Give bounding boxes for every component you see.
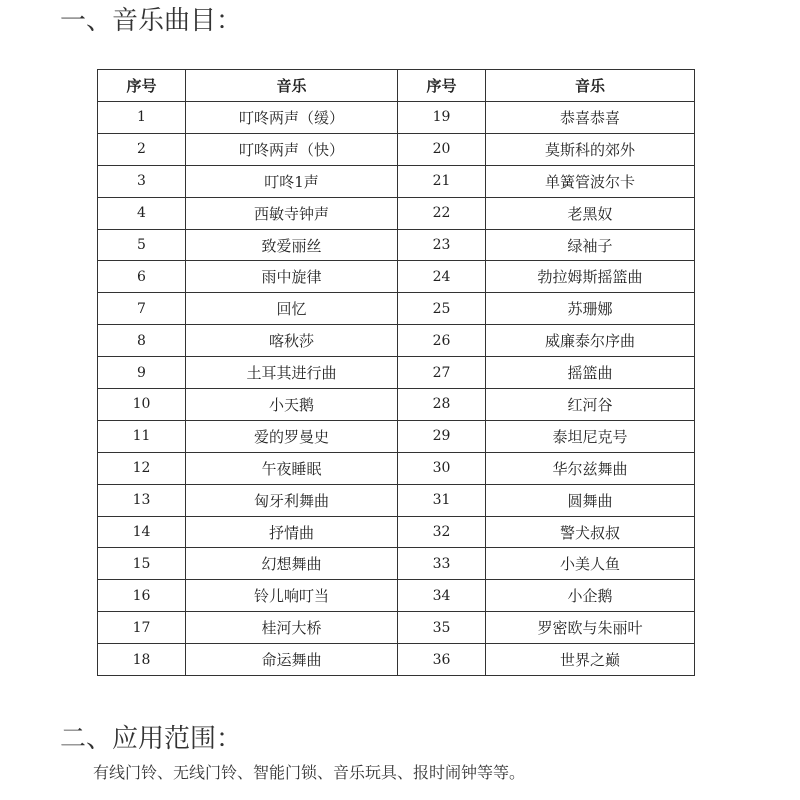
- track-number-cell: 1: [98, 102, 186, 134]
- track-name-cell: 老黑奴: [486, 197, 695, 229]
- track-number-cell: 25: [398, 293, 486, 325]
- track-name-cell: 叮咚两声（缓）: [186, 102, 398, 134]
- table-body: [98, 102, 695, 676]
- track-number-cell: 16: [98, 580, 186, 612]
- table-header-row: [98, 70, 695, 102]
- music-table: [97, 69, 695, 676]
- track-name-cell: 命运舞曲: [186, 644, 398, 676]
- table-row: [98, 612, 695, 644]
- track-name-cell: 小企鹅: [486, 580, 695, 612]
- track-name-cell: 苏珊娜: [486, 293, 695, 325]
- track-number-cell: 23: [398, 229, 486, 261]
- track-name-cell: 回忆: [186, 293, 398, 325]
- track-number-cell: 6: [98, 261, 186, 293]
- track-number-cell: 19: [398, 102, 486, 134]
- section-heading-music-list: 一、音乐曲目：: [60, 6, 243, 36]
- track-name-cell: 摇篮曲: [486, 357, 695, 389]
- track-name-cell: 小天鹅: [186, 389, 398, 421]
- track-number-cell: 9: [98, 357, 186, 389]
- table-row: [98, 389, 695, 421]
- header-number-2: 序号: [398, 70, 486, 102]
- track-number-cell: 18: [98, 644, 186, 676]
- header-number-1: 序号: [98, 70, 186, 102]
- track-number-cell: 8: [98, 325, 186, 357]
- track-name-cell: 勃拉姆斯摇篮曲: [486, 261, 695, 293]
- track-name-cell: 雨中旋律: [186, 261, 398, 293]
- track-name-cell: 单簧管波尔卡: [486, 165, 695, 197]
- track-number-cell: 11: [98, 420, 186, 452]
- track-number-cell: 27: [398, 357, 486, 389]
- track-number-cell: 20: [398, 133, 486, 165]
- track-name-cell: 泰坦尼克号: [486, 420, 695, 452]
- track-name-cell: 桂河大桥: [186, 612, 398, 644]
- table-row: [98, 197, 695, 229]
- table-row: [98, 102, 695, 134]
- track-name-cell: 叮咚两声（快）: [186, 133, 398, 165]
- track-number-cell: 22: [398, 197, 486, 229]
- track-name-cell: 红河谷: [486, 389, 695, 421]
- track-number-cell: 15: [98, 548, 186, 580]
- table-row: [98, 484, 695, 516]
- table-row: [98, 644, 695, 676]
- track-name-cell: 圆舞曲: [486, 484, 695, 516]
- track-number-cell: 32: [398, 516, 486, 548]
- header-music-1: 音乐: [186, 70, 398, 102]
- track-name-cell: 莫斯科的郊外: [486, 133, 695, 165]
- track-number-cell: 21: [398, 165, 486, 197]
- table-row: [98, 325, 695, 357]
- track-name-cell: 世界之巅: [486, 644, 695, 676]
- table-row: [98, 229, 695, 261]
- track-name-cell: 匈牙利舞曲: [186, 484, 398, 516]
- track-name-cell: 小美人鱼: [486, 548, 695, 580]
- track-name-cell: 抒情曲: [186, 516, 398, 548]
- track-name-cell: 西敏寺钟声: [186, 197, 398, 229]
- track-number-cell: 33: [398, 548, 486, 580]
- table-row: [98, 516, 695, 548]
- table-row: [98, 548, 695, 580]
- table-row: [98, 580, 695, 612]
- track-name-cell: 喀秋莎: [186, 325, 398, 357]
- table-row: [98, 261, 695, 293]
- track-name-cell: 威廉泰尔序曲: [486, 325, 695, 357]
- track-number-cell: 5: [98, 229, 186, 261]
- track-name-cell: 爱的罗曼史: [186, 420, 398, 452]
- table-row: [98, 293, 695, 325]
- track-number-cell: 3: [98, 165, 186, 197]
- table-row: [98, 452, 695, 484]
- track-number-cell: 7: [98, 293, 186, 325]
- track-name-cell: 致爱丽丝: [186, 229, 398, 261]
- track-number-cell: 36: [398, 644, 486, 676]
- track-number-cell: 26: [398, 325, 486, 357]
- track-number-cell: 13: [98, 484, 186, 516]
- track-number-cell: 14: [98, 516, 186, 548]
- track-number-cell: 35: [398, 612, 486, 644]
- track-name-cell: 土耳其进行曲: [186, 357, 398, 389]
- table-row: [98, 420, 695, 452]
- table-row: [98, 165, 695, 197]
- track-name-cell: 华尔兹舞曲: [486, 452, 695, 484]
- track-number-cell: 34: [398, 580, 486, 612]
- track-name-cell: 恭喜恭喜: [486, 102, 695, 134]
- track-name-cell: 幻想舞曲: [186, 548, 398, 580]
- header-music-2: 音乐: [486, 70, 695, 102]
- track-number-cell: 28: [398, 389, 486, 421]
- track-number-cell: 12: [98, 452, 186, 484]
- track-number-cell: 31: [398, 484, 486, 516]
- table-row: [98, 133, 695, 165]
- track-name-cell: 绿袖子: [486, 229, 695, 261]
- track-number-cell: 10: [98, 389, 186, 421]
- track-number-cell: 17: [98, 612, 186, 644]
- table-row: [98, 357, 695, 389]
- track-name-cell: 铃儿响叮当: [186, 580, 398, 612]
- track-number-cell: 29: [398, 420, 486, 452]
- track-number-cell: 30: [398, 452, 486, 484]
- track-number-cell: 2: [98, 133, 186, 165]
- section-heading-application: 二、应用范围：: [60, 724, 243, 754]
- track-number-cell: 24: [398, 261, 486, 293]
- application-text: 有线门铃、无线门铃、智能门锁、音乐玩具、报时闹钟等等。: [93, 763, 526, 782]
- track-name-cell: 午夜睡眠: [186, 452, 398, 484]
- track-name-cell: 罗密欧与朱丽叶: [486, 612, 695, 644]
- track-name-cell: 警犬叔叔: [486, 516, 695, 548]
- track-number-cell: 4: [98, 197, 186, 229]
- track-name-cell: 叮咚1声: [186, 165, 398, 197]
